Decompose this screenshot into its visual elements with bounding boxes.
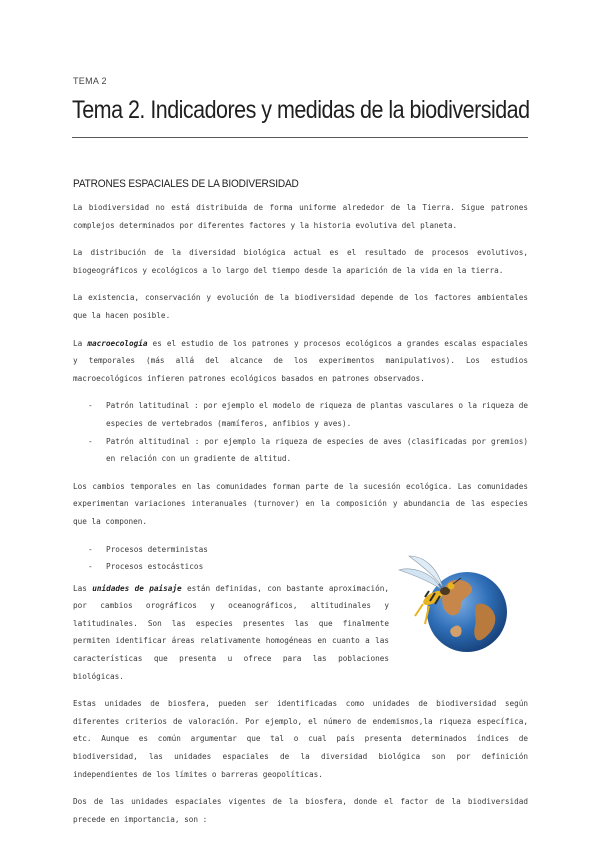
patterns-list — [73, 397, 528, 467]
paragraph-temporal-changes: Los cambios temporales en las comunidades forman parte de la sucesión ecológica. Las comunidades experimentan variaciones interanuales (turnover) en la composición y abundancia de las especies que la componen. — [73, 481, 528, 526]
paragraph-macroecology — [73, 335, 528, 388]
paragraph-landscape-units — [73, 580, 389, 686]
list-item-text: Procesos estocásticos — [106, 562, 204, 572]
paragraph-biosphere-units: Estas unidades de biosfera, pueden ser identificadas como unidades de biodiversidad según diferentes criterios de valoración. Por ejemplo, el número de endemismos,la riqueza específica, etc. Aunque es común argumentar que tal o cual país presenta determinados índices de biodiversidad, las unidades espaciales de la diversidad biológica son por definición independientes de los límites o barreras geopolíticas. — [73, 699, 528, 779]
globe-with-wasp-icon — [393, 552, 513, 662]
paragraph-environmental-factors: La existencia, conservación y evolución de la biodiversidad depende de los factores ambientales que la hacen posible. — [73, 293, 528, 320]
title-divider — [72, 137, 528, 138]
list-item — [73, 433, 528, 468]
list-item-text: Patrón altitudinal : por ejemplo la riqueza de especies de aves (clasificadas por gremios) en relación con un gradiente de altitud. — [106, 436, 528, 464]
page-title: Tema 2. Indicadores y medidas de la biodiversidad — [72, 96, 530, 124]
paragraph-spatial-units: Dos de las unidades espaciales vigentes de la biosfera, donde el factor de la biodiversidad precede en importancia, son : — [73, 797, 528, 824]
list-item-text: Procesos deterministas — [106, 544, 208, 554]
list-dash: - — [88, 544, 93, 554]
macroecology-intro: La — [73, 338, 88, 348]
paragraph-distribution: La biodiversidad no está distribuida de forma uniforme alrededor de la Tierra. Sigue patrones complejos determinados por diferentes factores y la historia evolutiva del planeta. — [73, 203, 528, 230]
macroecology-definition: es el estudio de los patrones y procesos ecológicos a grandes escalas espaciales y temporales (más allá del alcance de los experimentos manipulativos). Los estudios macroecológicos infieren patrones ecológicos basados en patrones observados. — [73, 338, 529, 383]
chapter-label: TEMA 2 — [73, 76, 107, 86]
list-dash: - — [88, 436, 93, 446]
list-item — [73, 397, 528, 432]
term-macroecologia: macroecología — [87, 338, 148, 348]
landscape-intro: Las — [73, 583, 93, 593]
list-dash: - — [88, 401, 93, 411]
section-heading: PATRONES ESPACIALES DE LA BIODIVERSIDAD — [73, 178, 299, 190]
document-body — [73, 199, 528, 838]
landscape-units-block — [73, 580, 528, 686]
paragraph-current-diversity: La distribución de la diversidad biológica actual es el resultado de procesos evolutivos, biogeográficos y ecológicos a lo largo del tiempo desde la aparición de la vida en la tierra. — [73, 248, 528, 275]
list-dash: - — [88, 562, 93, 572]
term-unidades-de-paisaje: unidades de paisaje — [92, 583, 182, 593]
landscape-definition: están definidas, con bastante aproximación, por cambios orográficos y oceanográficos, altitudinales y latitudinales. Son las especies presentes las que finalmente permiten identificar áreas relativamente homogéneas en cuanto a las características que presenta u ofrece para las poblaciones biológicas. — [73, 583, 389, 681]
list-item-text: Patrón latitudinal : por ejemplo el modelo de riqueza de plantas vasculares o la riqueza de especies de vertebrados (mamíferos, anfibios y aves). — [106, 401, 528, 428]
